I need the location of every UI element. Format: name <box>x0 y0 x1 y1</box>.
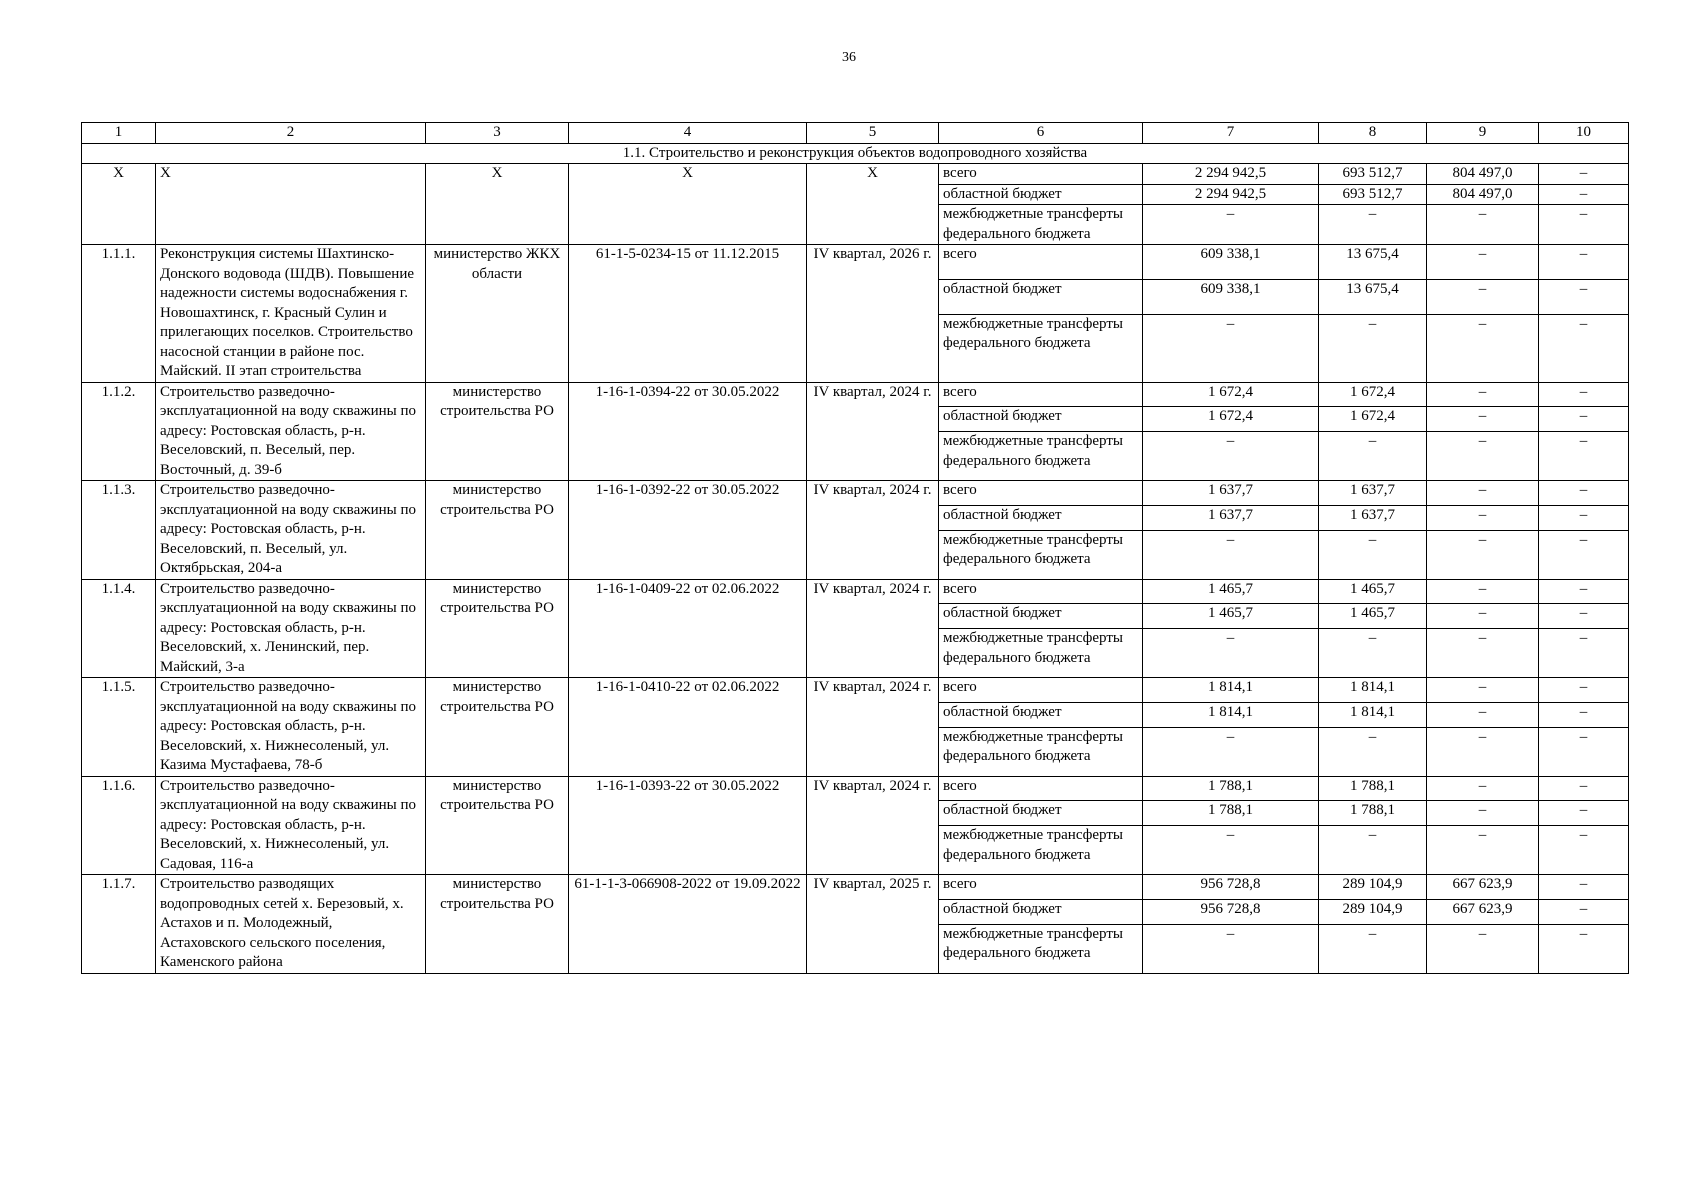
funding-source: всего <box>939 579 1143 604</box>
executor: министерство строительства РО <box>426 678 569 777</box>
table-row <box>82 245 1629 280</box>
funding-source: всего <box>939 382 1143 407</box>
table-row <box>82 776 1629 801</box>
amount-year1: 1 788,1 <box>1319 776 1427 801</box>
amount-year2: – <box>1427 279 1539 314</box>
amount-year1: 1 672,4 <box>1319 407 1427 432</box>
amount-year2: – <box>1427 205 1539 245</box>
row-number: 1.1.4. <box>82 579 156 678</box>
amount-total: – <box>1143 314 1319 382</box>
document-ref: 1-16-1-0394-22 от 30.05.2022 <box>569 382 807 481</box>
amount-total: 2 294 942,5 <box>1143 184 1319 205</box>
column-number: 9 <box>1427 123 1539 144</box>
amount-year3: – <box>1539 407 1629 432</box>
amount-year3: – <box>1539 184 1629 205</box>
amount-year2: – <box>1427 314 1539 382</box>
amount-year2: – <box>1427 432 1539 481</box>
amount-year2: – <box>1427 245 1539 280</box>
summary-row <box>82 164 1629 185</box>
funding-source: областной бюджет <box>939 801 1143 826</box>
amount-year1: 1 465,7 <box>1319 579 1427 604</box>
amount-year3: – <box>1539 826 1629 875</box>
column-number: 2 <box>156 123 426 144</box>
table-row <box>82 382 1629 407</box>
row-number: 1.1.3. <box>82 481 156 580</box>
amount-total: – <box>1143 432 1319 481</box>
completion-term: IV квартал, 2024 г. <box>807 776 939 875</box>
amount-year2: – <box>1427 924 1539 973</box>
amount-year2: 667 623,9 <box>1427 875 1539 900</box>
completion-term: IV квартал, 2025 г. <box>807 875 939 974</box>
amount-year3: – <box>1539 678 1629 703</box>
completion-term: Х <box>807 164 939 245</box>
amount-year1: 289 104,9 <box>1319 875 1427 900</box>
amount-year2: 804 497,0 <box>1427 184 1539 205</box>
funding-source: областной бюджет <box>939 604 1143 629</box>
row-number: 1.1.7. <box>82 875 156 974</box>
column-number: 8 <box>1319 123 1427 144</box>
amount-year2: – <box>1427 826 1539 875</box>
amount-total: – <box>1143 727 1319 776</box>
column-number: 6 <box>939 123 1143 144</box>
amount-year1: – <box>1319 727 1427 776</box>
amount-year3: – <box>1539 875 1629 900</box>
executor: Х <box>426 164 569 245</box>
section-title: 1.1. Строительство и реконструкция объектов водопроводного хозяйства <box>82 143 1629 164</box>
amount-total: 1 788,1 <box>1143 776 1319 801</box>
amount-total: 1 814,1 <box>1143 702 1319 727</box>
amount-year2: – <box>1427 629 1539 678</box>
row-number: 1.1.5. <box>82 678 156 777</box>
amount-year3: – <box>1539 801 1629 826</box>
column-number: 7 <box>1143 123 1319 144</box>
amount-year1: – <box>1319 826 1427 875</box>
column-number: 5 <box>807 123 939 144</box>
row-number: Х <box>82 164 156 245</box>
amount-year1: 1 788,1 <box>1319 801 1427 826</box>
amount-year2: – <box>1427 505 1539 530</box>
amount-year1: 1 814,1 <box>1319 678 1427 703</box>
amount-year1: 1 637,7 <box>1319 505 1427 530</box>
object-name: Строительство разведочно-эксплуатационной на воду скважины по адресу: Ростовская область, р-н. Веселовский, х. Нижнесоленый, ул. Казима Мустафаева, 78-б <box>156 678 426 777</box>
document-ref: 61-1-5-0234-15 от 11.12.2015 <box>569 245 807 383</box>
funding-source: всего <box>939 481 1143 506</box>
column-number: 3 <box>426 123 569 144</box>
object-name: Строительство разведочно-эксплуатационной на воду скважины по адресу: Ростовская область, р-н. Веселовский, п. Веселый, пер. Восточный, д. 39-б <box>156 382 426 481</box>
table-row <box>82 579 1629 604</box>
executor: министерство ЖКХ области <box>426 245 569 383</box>
amount-year2: – <box>1427 776 1539 801</box>
amount-year1: – <box>1319 530 1427 579</box>
document-ref: 61-1-1-3-066908-2022 от 19.09.2022 <box>569 875 807 974</box>
funding-source: областной бюджет <box>939 279 1143 314</box>
object-name: Х <box>156 164 426 245</box>
executor: министерство строительства РО <box>426 382 569 481</box>
amount-year3: – <box>1539 164 1629 185</box>
amount-year3: – <box>1539 727 1629 776</box>
funding-source: областной бюджет <box>939 899 1143 924</box>
amount-year1: – <box>1319 205 1427 245</box>
object-name: Строительство разведочно-эксплуатационной на воду скважины по адресу: Ростовская область, р-н. Веселовский, х. Нижнесоленый, ул. Садовая, 116-а <box>156 776 426 875</box>
funding-source: межбюджетные трансферты федерального бюджета <box>939 826 1143 875</box>
amount-year2: – <box>1427 579 1539 604</box>
amount-year1: 13 675,4 <box>1319 245 1427 280</box>
column-number-row <box>82 123 1629 144</box>
amount-year2: 667 623,9 <box>1427 899 1539 924</box>
object-name: Строительство разведочно-эксплуатационной на воду скважины по адресу: Ростовская область, р-н. Веселовский, п. Веселый, ул. Октябрьская, 204-а <box>156 481 426 580</box>
table-body <box>82 123 1629 974</box>
amount-year1: 1 637,7 <box>1319 481 1427 506</box>
amount-year2: – <box>1427 678 1539 703</box>
amount-year2: – <box>1427 481 1539 506</box>
amount-year1: 1 672,4 <box>1319 382 1427 407</box>
funding-source: областной бюджет <box>939 184 1143 205</box>
section-row <box>82 143 1629 164</box>
amount-year2: – <box>1427 702 1539 727</box>
amount-year3: – <box>1539 604 1629 629</box>
table-row <box>82 481 1629 506</box>
document-ref: Х <box>569 164 807 245</box>
completion-term: IV квартал, 2024 г. <box>807 579 939 678</box>
amount-total: 1 814,1 <box>1143 678 1319 703</box>
amount-year3: – <box>1539 629 1629 678</box>
amount-year1: – <box>1319 924 1427 973</box>
completion-term: IV квартал, 2026 г. <box>807 245 939 383</box>
funding-source: областной бюджет <box>939 702 1143 727</box>
amount-total: 1 465,7 <box>1143 604 1319 629</box>
amount-total: 1 672,4 <box>1143 382 1319 407</box>
amount-year3: – <box>1539 579 1629 604</box>
amount-total: 609 338,1 <box>1143 279 1319 314</box>
amount-year2: – <box>1427 604 1539 629</box>
amount-total: 956 728,8 <box>1143 875 1319 900</box>
amount-total: 1 637,7 <box>1143 505 1319 530</box>
row-number: 1.1.6. <box>82 776 156 875</box>
amount-year2: – <box>1427 801 1539 826</box>
budget-table <box>81 122 1629 974</box>
amount-total: 1 465,7 <box>1143 579 1319 604</box>
funding-source: всего <box>939 875 1143 900</box>
object-name: Строительство разводящих водопроводных сетей х. Березовый, х. Астахов и п. Молодежный, Астаховского сельского поселения, Каменского района <box>156 875 426 974</box>
completion-term: IV квартал, 2024 г. <box>807 481 939 580</box>
row-number: 1.1.2. <box>82 382 156 481</box>
table-row <box>82 875 1629 900</box>
amount-year3: – <box>1539 702 1629 727</box>
funding-source: межбюджетные трансферты федерального бюджета <box>939 629 1143 678</box>
amount-total: 609 338,1 <box>1143 245 1319 280</box>
amount-year3: – <box>1539 432 1629 481</box>
amount-year1: – <box>1319 629 1427 678</box>
funding-source: областной бюджет <box>939 505 1143 530</box>
funding-source: межбюджетные трансферты федерального бюджета <box>939 205 1143 245</box>
amount-total: 956 728,8 <box>1143 899 1319 924</box>
table-row <box>82 678 1629 703</box>
amount-year3: – <box>1539 481 1629 506</box>
funding-source: всего <box>939 164 1143 185</box>
amount-year3: – <box>1539 314 1629 382</box>
amount-total: 1 672,4 <box>1143 407 1319 432</box>
executor: министерство строительства РО <box>426 481 569 580</box>
funding-source: межбюджетные трансферты федерального бюджета <box>939 314 1143 382</box>
amount-total: – <box>1143 924 1319 973</box>
column-number: 10 <box>1539 123 1629 144</box>
amount-year3: – <box>1539 382 1629 407</box>
amount-year1: 693 512,7 <box>1319 164 1427 185</box>
amount-year3: – <box>1539 924 1629 973</box>
completion-term: IV квартал, 2024 г. <box>807 382 939 481</box>
amount-year1: 1 814,1 <box>1319 702 1427 727</box>
funding-source: областной бюджет <box>939 407 1143 432</box>
amount-year3: – <box>1539 279 1629 314</box>
page-number: 36 <box>842 50 856 65</box>
amount-year3: – <box>1539 776 1629 801</box>
executor: министерство строительства РО <box>426 875 569 974</box>
amount-total: – <box>1143 826 1319 875</box>
amount-year3: – <box>1539 245 1629 280</box>
document-ref: 1-16-1-0410-22 от 02.06.2022 <box>569 678 807 777</box>
amount-total: – <box>1143 205 1319 245</box>
amount-year1: – <box>1319 314 1427 382</box>
amount-year3: – <box>1539 205 1629 245</box>
funding-source: межбюджетные трансферты федерального бюджета <box>939 727 1143 776</box>
amount-total: 1 637,7 <box>1143 481 1319 506</box>
amount-year3: – <box>1539 505 1629 530</box>
amount-year1: 1 465,7 <box>1319 604 1427 629</box>
amount-total: – <box>1143 629 1319 678</box>
document-ref: 1-16-1-0392-22 от 30.05.2022 <box>569 481 807 580</box>
amount-total: – <box>1143 530 1319 579</box>
row-number: 1.1.1. <box>82 245 156 383</box>
funding-source: всего <box>939 245 1143 280</box>
funding-source: межбюджетные трансферты федерального бюджета <box>939 924 1143 973</box>
amount-year2: – <box>1427 530 1539 579</box>
amount-year2: 804 497,0 <box>1427 164 1539 185</box>
amount-total: 1 788,1 <box>1143 801 1319 826</box>
column-number: 1 <box>82 123 156 144</box>
document-ref: 1-16-1-0393-22 от 30.05.2022 <box>569 776 807 875</box>
amount-year1: – <box>1319 432 1427 481</box>
amount-year1: 289 104,9 <box>1319 899 1427 924</box>
amount-year1: 13 675,4 <box>1319 279 1427 314</box>
object-name: Строительство разведочно-эксплуатационной на воду скважины по адресу: Ростовская область, р-н. Веселовский, х. Ленинский, пер. Майский, 3-а <box>156 579 426 678</box>
amount-total: 2 294 942,5 <box>1143 164 1319 185</box>
amount-year3: – <box>1539 530 1629 579</box>
funding-source: всего <box>939 678 1143 703</box>
amount-year3: – <box>1539 899 1629 924</box>
document-ref: 1-16-1-0409-22 от 02.06.2022 <box>569 579 807 678</box>
column-number: 4 <box>569 123 807 144</box>
completion-term: IV квартал, 2024 г. <box>807 678 939 777</box>
amount-year2: – <box>1427 382 1539 407</box>
amount-year1: 693 512,7 <box>1319 184 1427 205</box>
funding-source: межбюджетные трансферты федерального бюджета <box>939 432 1143 481</box>
executor: министерство строительства РО <box>426 776 569 875</box>
funding-source: межбюджетные трансферты федерального бюджета <box>939 530 1143 579</box>
amount-year2: – <box>1427 727 1539 776</box>
executor: министерство строительства РО <box>426 579 569 678</box>
amount-year2: – <box>1427 407 1539 432</box>
object-name: Реконструкция системы Шахтинско-Донского водовода (ШДВ). Повышение надежности системы водоснабжения г. Новошахтинск, г. Красный Сулин и прилегающих поселков. Строительство насосной станции в районе пос. Майский. II этап строительства <box>156 245 426 383</box>
funding-source: всего <box>939 776 1143 801</box>
